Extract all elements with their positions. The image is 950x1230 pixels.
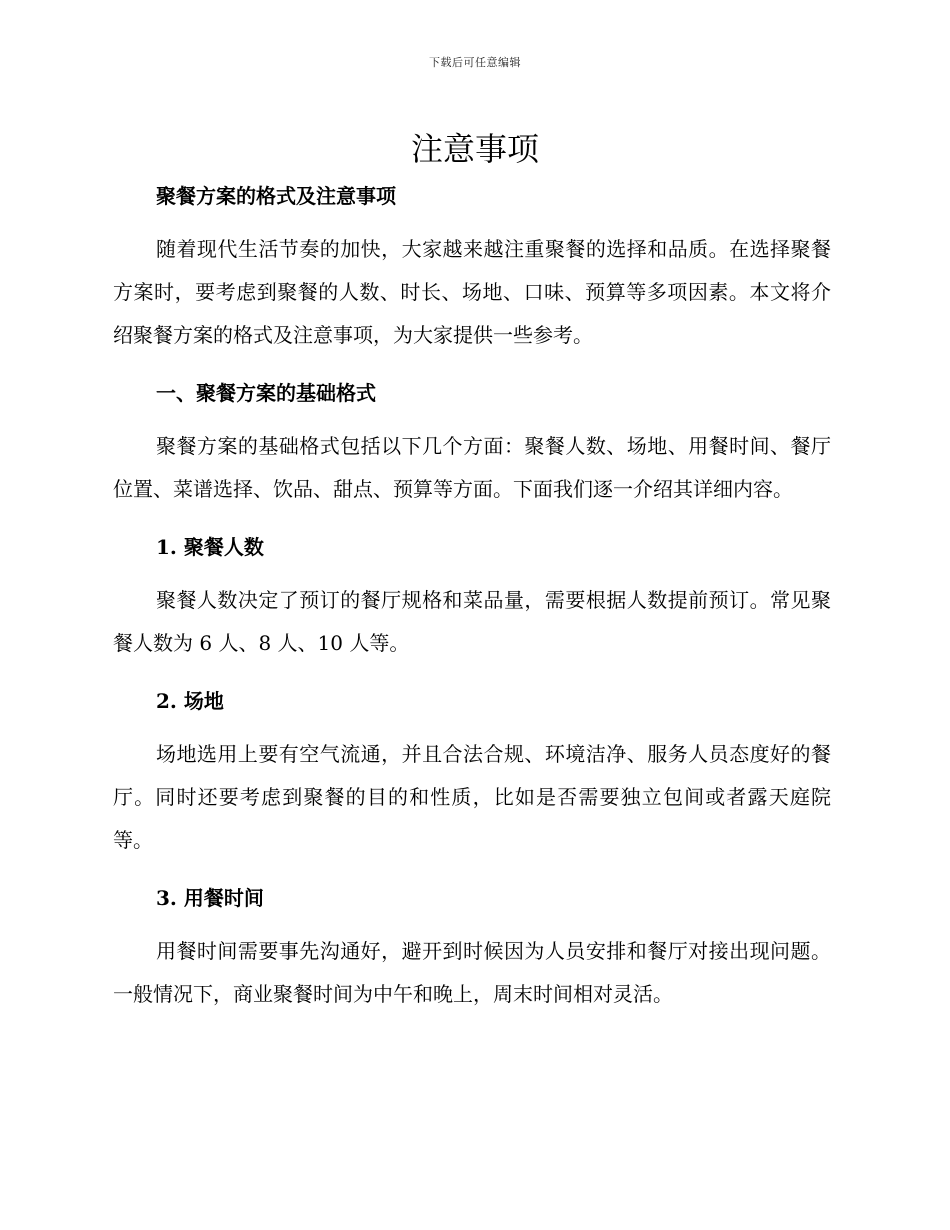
section-heading-basic-format: 一、聚餐方案的基础格式 — [156, 381, 376, 405]
section-heading-headcount: 1. 聚餐人数 — [156, 535, 264, 559]
header-note: 下载后可任意编辑 — [429, 56, 521, 69]
section-heading-dining-time: 3. 用餐时间 — [156, 886, 264, 910]
section-body-dining-time: 用餐时间需要事先沟通好，避开到时候因为人员安排和餐厅对接出现问题。一般情况下，商业聚餐时间为中午和晚上，周末时间相对灵活。 — [113, 939, 831, 1006]
section-heading-venue: 2. 场地 — [156, 689, 224, 713]
section-body-headcount: 聚餐人数决定了预订的餐厅规格和菜品量，需要根据人数提前预订。常见聚餐人数为 6 人、8 人、10 人等。 — [113, 588, 831, 655]
intro-paragraph: 随着现代生活节奏的加快，大家越来越注重聚餐的选择和品质。在选择聚餐方案时，要考虑到聚餐的人数、时长、场地、口味、预算等多项因素。本文将介绍聚餐方案的格式及注意事项，为大家提供一些参考。 — [113, 237, 831, 347]
document-subtitle: 聚餐方案的格式及注意事项 — [156, 184, 396, 208]
section-body-basic-format: 聚餐方案的基础格式包括以下几个方面：聚餐人数、场地、用餐时间、餐厅位置、菜谱选择、饮品、甜点、预算等方面。下面我们逐一介绍其详细内容。 — [113, 434, 831, 501]
document-title: 注意事项 — [410, 130, 539, 168]
section-body-venue: 场地选用上要有空气流通，并且合法合规、环境洁净、服务人员态度好的餐厅。同时还要考虑到聚餐的目的和性质，比如是否需要独立包间或者露天庭院等。 — [113, 742, 831, 852]
document-body — [113, 178, 831, 1016]
